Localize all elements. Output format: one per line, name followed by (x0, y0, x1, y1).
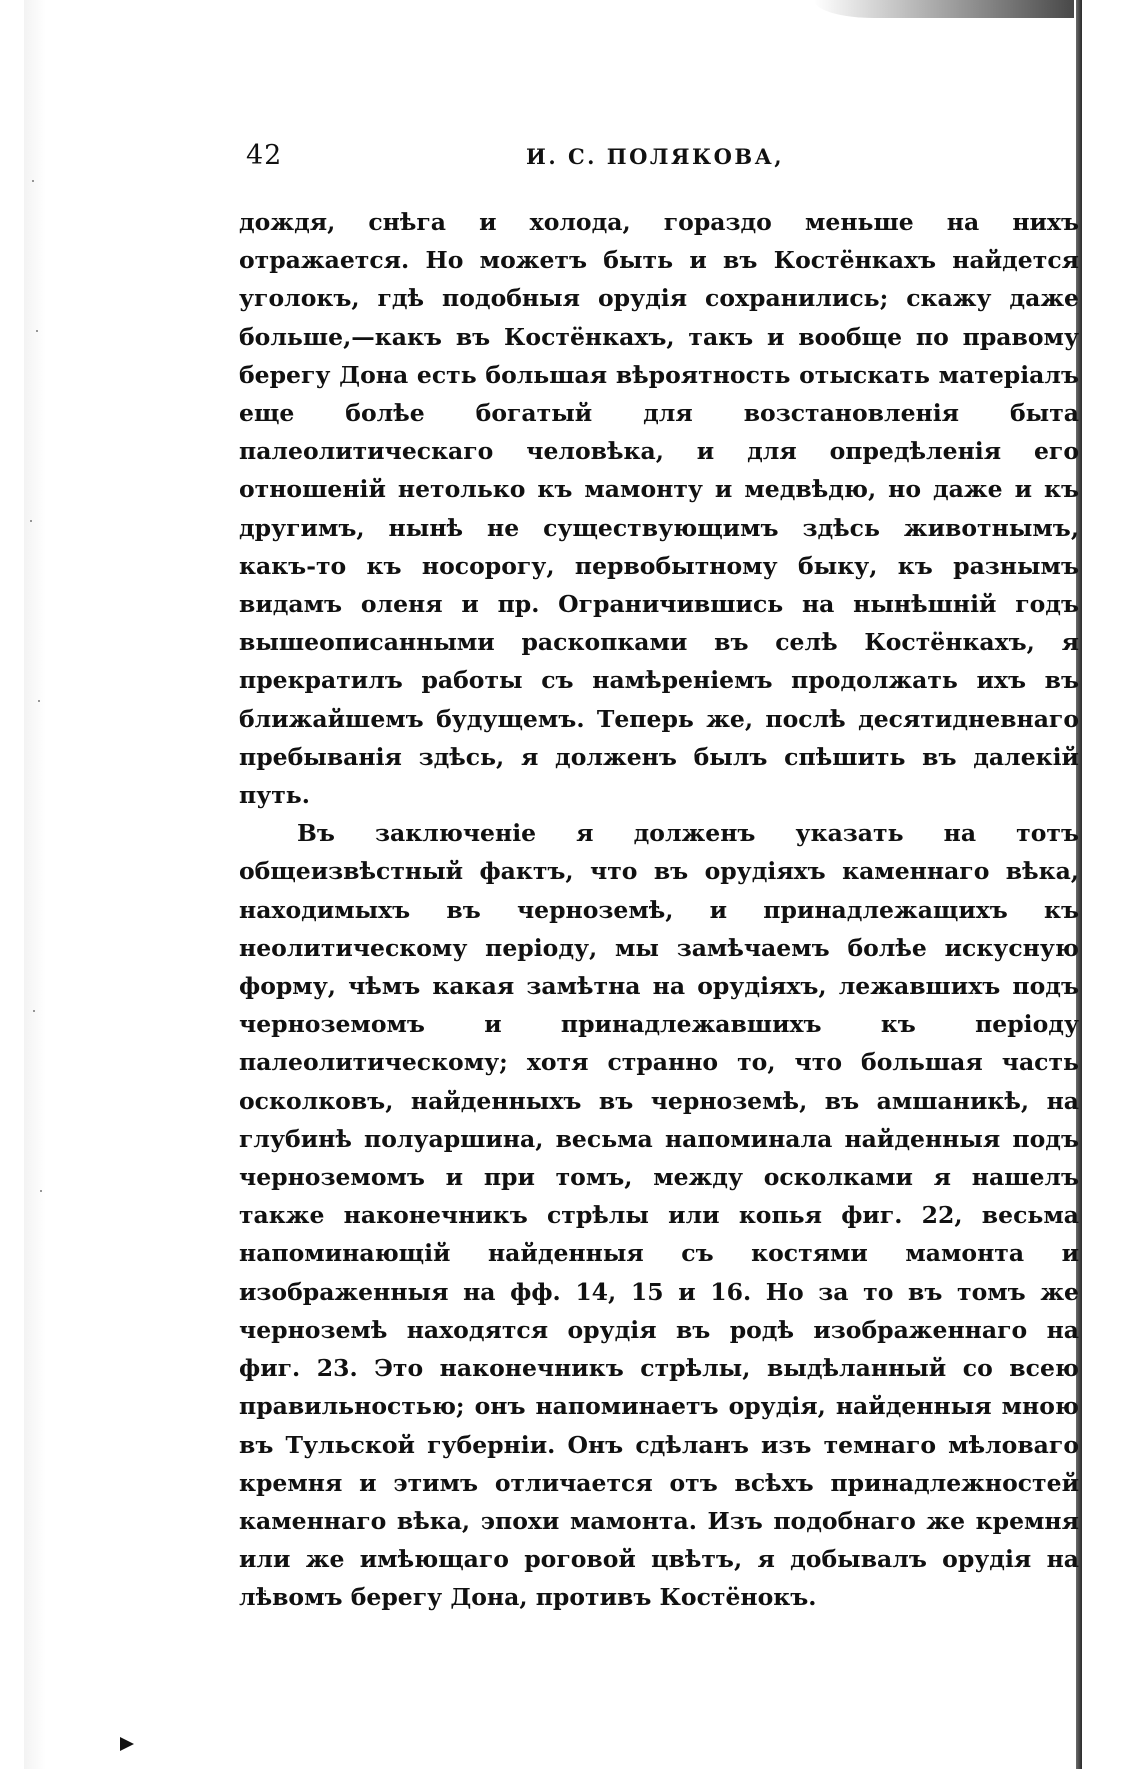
page-corner-mark (120, 1737, 134, 1751)
scan-speck (38, 700, 40, 702)
scan-speck (40, 1190, 42, 1192)
page-spine-shadow (24, 0, 46, 1769)
scan-edge-smudge (814, 0, 1074, 18)
scan-speck (33, 1010, 35, 1012)
scan-speck (30, 520, 32, 522)
page-header (246, 140, 1086, 180)
scan-speck (32, 180, 34, 182)
paragraph: Въ заключеніе я долженъ указать на тотъ общеизвѣстный фактъ, что въ орудіяхъ каменнаго вѣка, находимыхъ въ черноземѣ, и принадлежащихъ къ неолитическому періоду, мы замѣчаемъ болѣе искусную форму, чѣмъ какая замѣтна на орудіяхъ, лежавшихъ подъ черноземомъ и принадлежавшихъ къ періоду палеолитическому; хотя странно то, что большая часть осколковъ, найденныхъ въ черноземѣ, въ амшаникѣ, на глубинѣ полуаршина, весьма напоминала найденныя подъ черноземомъ и при томъ, между осколками я нашелъ также наконечникъ стрѣлы или копья фиг. 22, весьма напоминающій найденныя съ костями мамонта и изображенныя на фф. 14, 15 и 16. Но за то въ томъ же черноземѣ находятся орудія въ родѣ изображеннаго на фиг. 23. Это наконечникъ стрѣлы, выдѣланный со всею правильностью; онъ напоминаетъ орудія, найденныя мною въ Тульской губерніи. Онъ сдѣланъ изъ темнаго мѣловаго кремня и этимъ отличается отъ всѣхъ принадлежностей каменнаго вѣка, эпохи мамонта. Изъ подобнаго же кремня или же имѣющаго роговой цвѣтъ, я добывалъ орудія на лѣвомъ берегу Дона, противъ Костёнокъ. (239, 819, 1079, 1612)
running-head: И. С. ПОЛЯКОВА, (526, 144, 785, 169)
scanned-book-page (24, 0, 1104, 1769)
body-text (239, 203, 1079, 1617)
scan-speck (36, 330, 38, 332)
paragraph: дождя, снѣга и холода, гораздо меньше на нихъ отражается. Но можетъ быть и въ Костёнкахъ найдется уголокъ, гдѣ подобныя орудія сохранились; скажу даже больше,—какъ въ Костёнкахъ, такъ и вообще по правому берегу Дона есть большая вѣроятность отыскать матеріалъ еще болѣе богатый для возстановленія быта палеолитическаго человѣка, и для опредѣленія его отношеній нетолько къ мамонту и медвѣдю, но даже и къ другимъ, нынѣ не существующимъ здѣсь животнымъ, какъ-то къ носорогу, первобытному быку, къ разнымъ видамъ оленя и пр. Ограничившись на нынѣшній годъ вышеописанными раскопками въ селѣ Костёнкахъ, я прекратилъ работы съ намѣреніемъ продолжать ихъ въ ближайшемъ будущемъ. Теперь же, послѣ десятидневнаго пребыванія здѣсь, я долженъ былъ спѣшить въ далекій путь. (239, 208, 1079, 810)
page-number: 42 (246, 140, 283, 171)
